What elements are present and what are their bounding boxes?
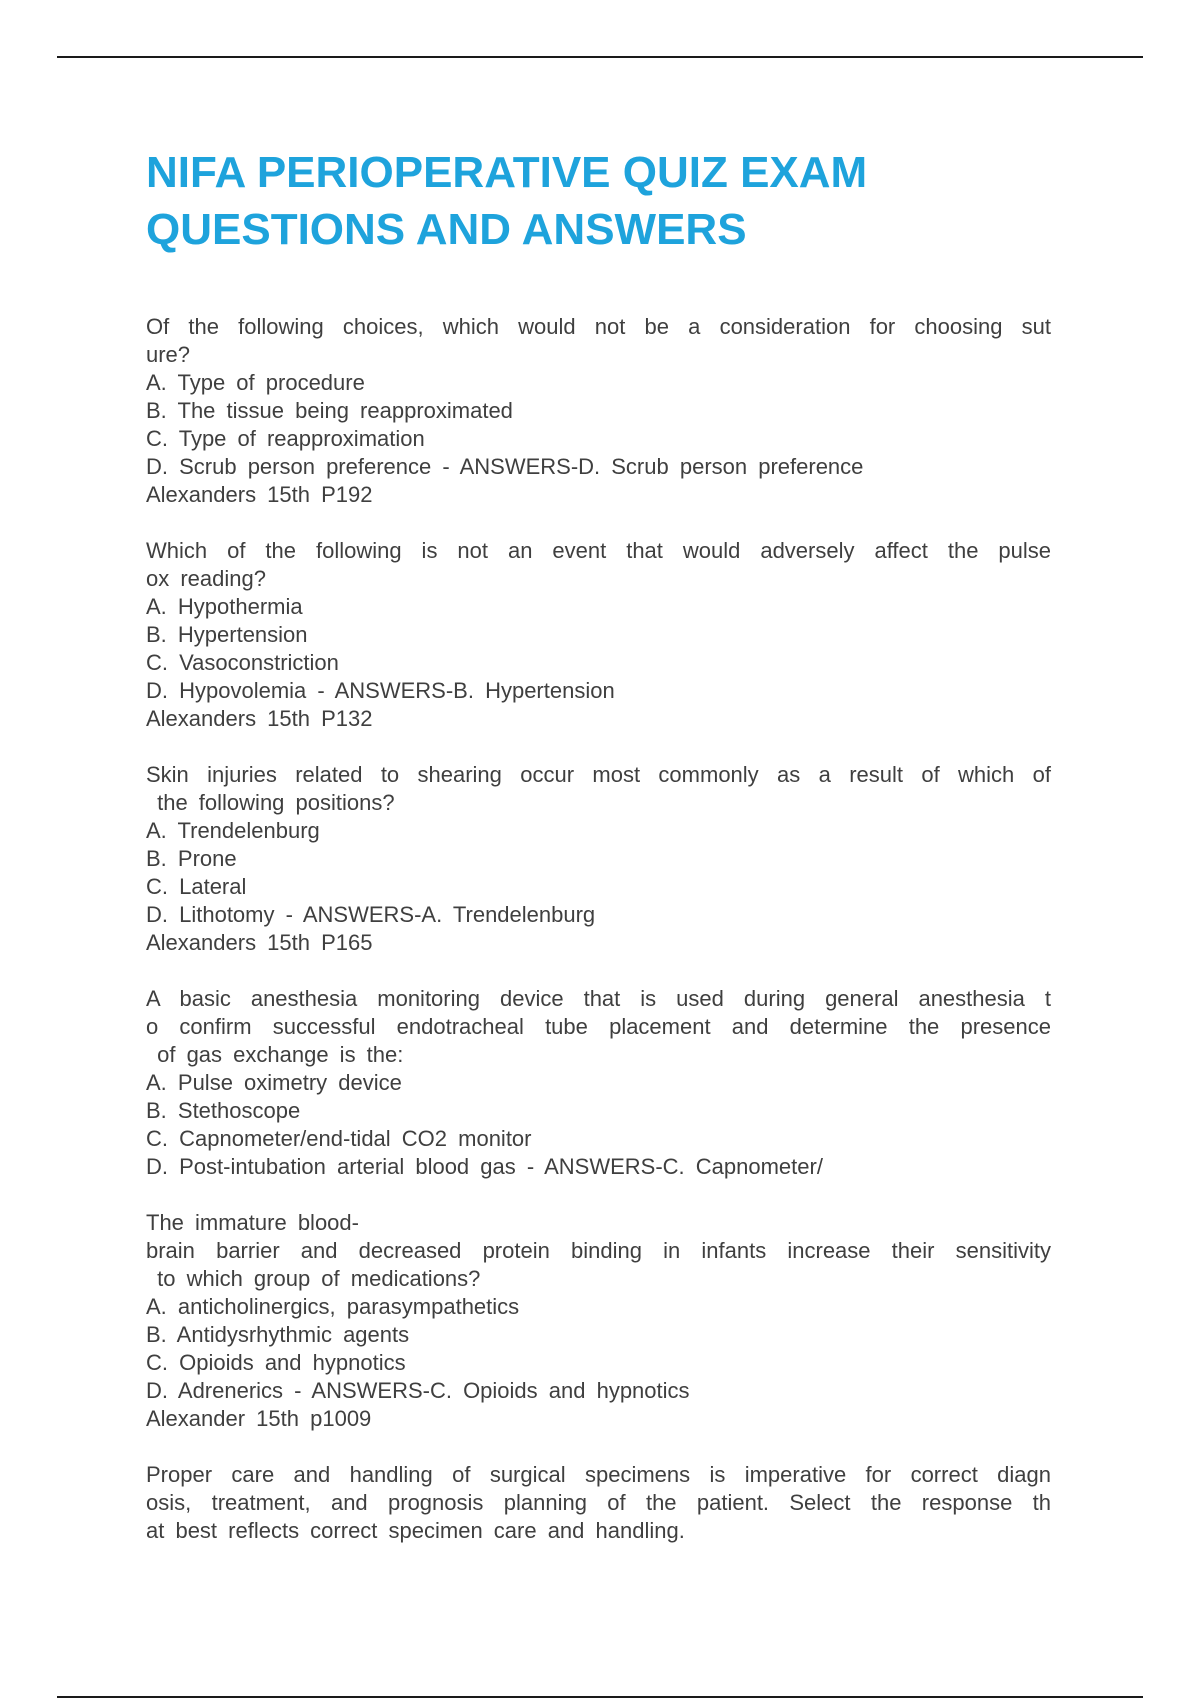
- question-text: ox reading?: [146, 566, 266, 591]
- option-b: B. Antidysrhythmic agents: [146, 1322, 410, 1347]
- reference: Alexanders 15th P165: [146, 930, 373, 955]
- qa-list: [146, 313, 1051, 1573]
- question-text: Of the following choices, which would not be a consideration for choosing sut: [146, 314, 1051, 339]
- question-text: of gas exchange is the:: [146, 1042, 404, 1067]
- option-c: C. Type of reapproximation: [146, 426, 425, 451]
- option-a: A. Trendelenburg: [146, 818, 320, 843]
- option-b: B. Stethoscope: [146, 1098, 301, 1123]
- document-title: [146, 144, 1066, 258]
- question-text: the following positions?: [146, 790, 395, 815]
- option-c: C. Vasoconstriction: [146, 650, 339, 675]
- option-c: C. Opioids and hypnotics: [146, 1350, 406, 1375]
- question-text: at best reflects correct specimen care and handling.: [146, 1518, 685, 1543]
- question-text: Which of the following is not an event that would adversely affect the pulse: [146, 538, 1051, 563]
- question-block-6: [146, 1461, 1051, 1545]
- option-d-answer: D. Hypovolemia - ANSWERS-B. Hypertension: [146, 678, 615, 703]
- option-a: A. Type of procedure: [146, 370, 365, 395]
- option-a: A. anticholinergics, parasympathetics: [146, 1294, 520, 1319]
- question-block-2: [146, 537, 1051, 733]
- option-b: B. The tissue being reapproximated: [146, 398, 513, 423]
- reference: Alexander 15th p1009: [146, 1406, 372, 1431]
- option-c: C. Capnometer/end-tidal CO2 monitor: [146, 1126, 532, 1151]
- reference: Alexanders 15th P132: [146, 706, 373, 731]
- option-c: C. Lateral: [146, 874, 247, 899]
- question-block-4: [146, 985, 1051, 1181]
- question-block-1: [146, 313, 1051, 509]
- question-text: osis, treatment, and prognosis planning of the patient. Select the response th: [146, 1490, 1051, 1515]
- question-text: brain barrier and decreased protein binding in infants increase their sensitivity: [146, 1238, 1051, 1263]
- bottom-rule: [57, 1696, 1143, 1698]
- question-text: Proper care and handling of surgical specimens is imperative for correct diagn: [146, 1462, 1051, 1487]
- question-text: ure?: [146, 342, 191, 367]
- question-block-3: [146, 761, 1051, 957]
- question-block-5: [146, 1209, 1051, 1433]
- option-d-answer: D. Scrub person preference - ANSWERS-D. Scrub person preference: [146, 454, 864, 479]
- option-a: A. Pulse oximetry device: [146, 1070, 402, 1095]
- title-line-2: QUESTIONS AND ANSWERS: [146, 205, 747, 254]
- question-text: o confirm successful endotracheal tube placement and determine the presence: [146, 1014, 1051, 1039]
- reference: Alexanders 15th P192: [146, 482, 373, 507]
- option-a: A. Hypothermia: [146, 594, 303, 619]
- question-text: The immature blood-: [146, 1210, 359, 1235]
- question-text: Skin injuries related to shearing occur most commonly as a result of which of: [146, 762, 1051, 787]
- option-b: B. Hypertension: [146, 622, 308, 647]
- question-text: A basic anesthesia monitoring device that is used during general anesthesia t: [146, 986, 1051, 1011]
- option-d-answer: D. Post-intubation arterial blood gas - ANSWERS-C. Capnometer/: [146, 1154, 823, 1179]
- top-rule: [57, 56, 1143, 58]
- question-text: to which group of medications?: [146, 1266, 481, 1291]
- option-b: B. Prone: [146, 846, 237, 871]
- option-d-answer: D. Lithotomy - ANSWERS-A. Trendelenburg: [146, 902, 596, 927]
- title-line-1: NIFA PERIOPERATIVE QUIZ EXAM: [146, 148, 868, 197]
- option-d-answer: D. Adrenerics - ANSWERS-C. Opioids and hypnotics: [146, 1378, 690, 1403]
